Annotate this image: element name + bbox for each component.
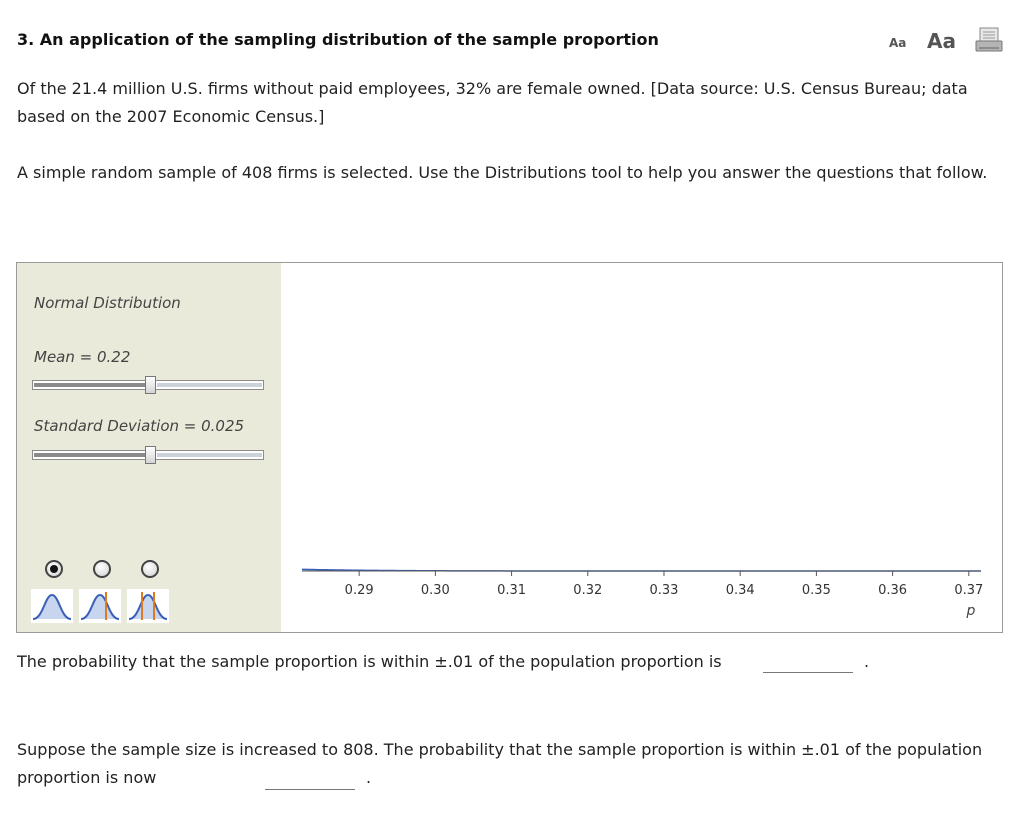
question-2: [17, 736, 1002, 792]
intro-paragraph-1: Of the 21.4 million U.S. firms without paid employees, 32% are female owned. [Data source: U.S. Census Bureau; data based on the 2007 Economic Census.]: [17, 79, 968, 126]
curve-only-icon[interactable]: [31, 589, 73, 623]
sd-slider-track: [157, 453, 262, 457]
mean-slider-fill: [34, 383, 146, 387]
distributions-tool: [16, 262, 1003, 633]
answer-2-blank[interactable]: [265, 789, 355, 790]
intro-paragraph-2: A simple random sample of 408 firms is selected. Use the Distributions tool to help you answer the questions that follow.: [17, 163, 988, 182]
question-2-period: .: [366, 768, 372, 787]
mean-slider[interactable]: [32, 380, 264, 390]
distribution-plot[interactable]: [281, 263, 1002, 632]
x-tick-label: 0.32: [573, 583, 603, 598]
one-boundary-icon[interactable]: [79, 589, 121, 623]
x-tick-label: 0.35: [801, 583, 831, 598]
x-tick-label: 0.36: [878, 583, 908, 598]
mean-label: Mean = 0.22: [34, 348, 131, 366]
x-axis-label: p: [966, 603, 976, 619]
x-tick-label: 0.34: [725, 583, 755, 598]
x-tick-label: 0.37: [954, 583, 984, 598]
question-title: 3. An application of the sampling distribution of the sample proportion: [17, 30, 659, 49]
question-1-period: .: [864, 652, 870, 671]
sd-slider-fill: [34, 453, 146, 457]
font-size-small-button[interactable]: Aa: [889, 36, 907, 50]
mode-radio-one-boundary[interactable]: [93, 560, 111, 578]
x-tick-label: 0.31: [497, 583, 527, 598]
x-tick-label: 0.30: [420, 583, 450, 598]
sd-label: Standard Deviation = 0.025: [34, 417, 245, 435]
x-tick-label: 0.33: [649, 583, 679, 598]
sd-slider-thumb[interactable]: [145, 446, 156, 464]
mean-slider-track: [157, 383, 262, 387]
tool-control-panel: [17, 263, 281, 632]
font-size-large-button[interactable]: Aa: [927, 29, 956, 53]
question-1-text: The probability that the sample proportion is within ±.01 of the population proportion is: [17, 652, 722, 671]
x-tick-label: 0.29: [344, 583, 374, 598]
two-boundaries-icon[interactable]: [127, 589, 169, 623]
sd-slider[interactable]: [32, 450, 264, 460]
mode-radio-two-boundaries[interactable]: [141, 560, 159, 578]
distribution-name: Normal Distribution: [34, 294, 181, 312]
print-icon[interactable]: [975, 27, 1003, 53]
mode-radio-curve-only[interactable]: [45, 560, 63, 578]
question-1: [17, 648, 722, 676]
question-2-text: Suppose the sample size is increased to 808. The probability that the sample proportion is within ±.01 of the population proportion is now: [17, 740, 983, 787]
answer-1-blank[interactable]: [763, 672, 853, 673]
mean-slider-thumb[interactable]: [145, 376, 156, 394]
